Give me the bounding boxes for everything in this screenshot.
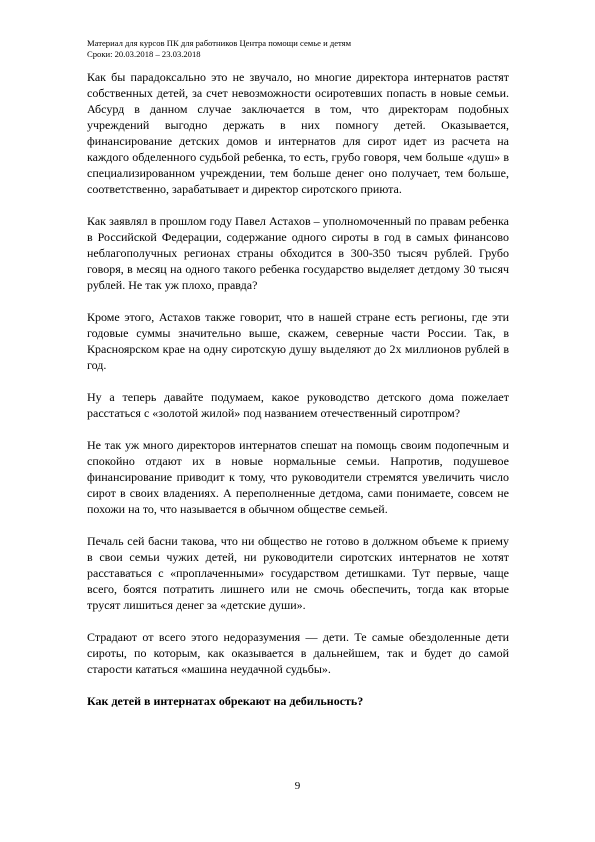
page-content bbox=[87, 69, 509, 709]
page-header bbox=[87, 38, 351, 60]
paragraph: Ну а теперь давайте подумаем, какое руководство детского дома пожелает расстаться с «золотой жилой» под названием отечественный сиротпром? bbox=[87, 390, 509, 420]
section-heading: Как детей в интернатах обрекают на дебильность? bbox=[87, 694, 364, 708]
paragraph: Как бы парадоксально это не звучало, но многие директора интернатов растят собственных детей, за счет невозможности осиротевших попасть в новые семьи. Абсурд в данном случае заключается в том, что директорам подобных учреждений выгодно держать в них помногу детей. Оказывается, финансирование детских домов и интернатов для сирот идет из расчета на каждого обделенного судьбой ребенка, то есть, грубо говоря, чем больше «душ» в специализированном учреждении, тем больше денег оно получает, тем больше, соответственно, зарабатывает и директор сиротского приюта. bbox=[87, 70, 509, 196]
paragraph: Страдают от всего этого недоразумения — дети. Те самые обездоленные дети сироты, по которым, как оказывается в дальнейшем, так и будет до самой старости кататься «машина неудачной судьбы». bbox=[87, 630, 509, 676]
page-number: 9 bbox=[294, 780, 301, 792]
paragraph: Не так уж много директоров интернатов спешат на помощь своим подопечным и спокойно отдают их в новые нормальные семьи. Напротив, подушевое финансирование приводит к тому, что руководители стремятся увеличить число сирот в своих владениях. А переполненные детдома, сами понимаете, совсем не похожи на то, что называется в обычном обществе семьей. bbox=[87, 438, 509, 516]
paragraph: Кроме этого, Астахов также говорит, что в нашей стране есть регионы, где эти годовые суммы значительно выше, скажем, северные части России. Так, в Красноярском крае на одну сиротскую душу выделяют до 2х миллионов рублей в год. bbox=[87, 310, 509, 372]
header-line-1: Материал для курсов ПК для работников Центра помощи семье и детям bbox=[87, 38, 352, 48]
paragraph: Печаль сей басни такова, что ни общество не готово в должном объеме к приему в свои семьи чужих детей, ни руководители сиротских интернатов не хотят расставаться с «проплаченными» государством детишками. Тут первые, чаще всего, боятся потратить лишнего или не смочь обеспечить, тогда как вторые трусят лишиться денег за «детские души». bbox=[87, 534, 509, 612]
header-line-2: Сроки: 20.03.2018 – 23.03.2018 bbox=[87, 49, 201, 59]
paragraph: Как заявлял в прошлом году Павел Астахов – уполномоченный по правам ребенка в Российской Федерации, содержание одного сироты в год в самых финансово неблагополучных регионах страны обходится в 300-350 тысяч рублей. Грубо говоря, в месяц на одного такого ребенка государство выделяет детдому 30 тысяч рублей. Не так уж плохо, правда? bbox=[87, 214, 509, 292]
